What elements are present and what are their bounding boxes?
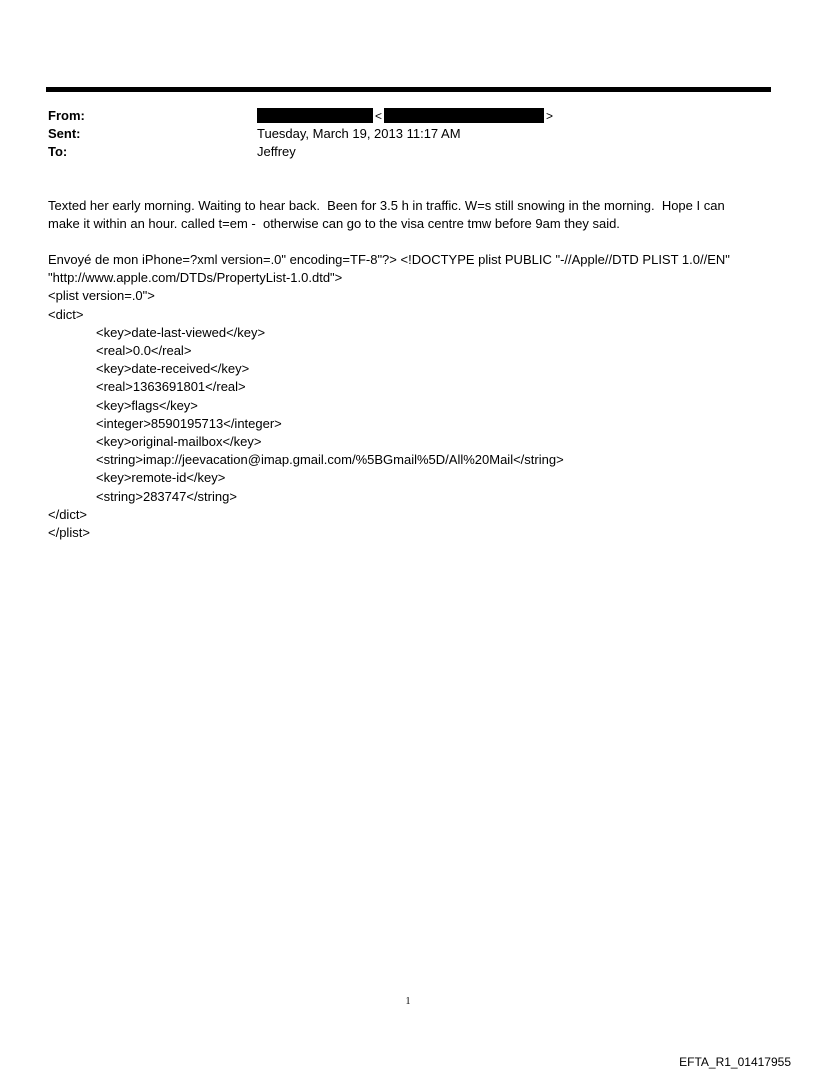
message-line: make it within an hour. called t=em - otherwise can go to the visa centre tmw before 9am they said. (48, 216, 620, 232)
to-label: To: (48, 144, 68, 159)
plist-line: <string>283747</string> (96, 488, 237, 504)
email-open-bracket: < (375, 109, 383, 123)
redaction-block (384, 108, 544, 123)
plist-line: <key>date-received</key> (96, 361, 250, 377)
plist-line: <real>0.0</real> (96, 343, 192, 359)
plist-line: <key>date-last-viewed</key> (96, 324, 266, 340)
plist-line: <real>1363691801</real> (96, 379, 246, 395)
document-id: EFTA_R1_01417955 (679, 1055, 791, 1069)
plist-line: Envoyé de mon iPhone=?xml version=.0" encoding=TF-8"?> <!DOCTYPE plist PUBLIC "-//Apple//DTD PLIST 1.0//EN" (48, 252, 730, 267)
to-value: Jeffrey (257, 144, 296, 159)
message-text (48, 197, 768, 233)
plist-line: <key>original-mailbox</key> (96, 434, 262, 450)
page-number: 1 (405, 996, 411, 1007)
message-line: Texted her early morning. Waiting to hear back. Been for 3.5 h in traffic. W=s still snowing in the morning. Hope I can (48, 198, 725, 213)
redaction-block (257, 108, 373, 123)
from-value (257, 107, 555, 125)
plist-line: <dict> (48, 306, 84, 322)
sent-label: Sent: (48, 126, 81, 141)
email-close-bracket: > (546, 109, 554, 123)
plist-line: </plist> (48, 525, 90, 541)
header-rule (46, 87, 771, 92)
plist-line: <key>flags</key> (96, 397, 198, 413)
plist-block (48, 251, 768, 542)
from-label: From: (48, 108, 85, 123)
plist-line: <key>remote-id</key> (96, 470, 226, 486)
sent-value: Tuesday, March 19, 2013 11:17 AM (257, 126, 461, 141)
plist-line: <plist version=.0"> (48, 288, 155, 304)
plist-line: </dict> (48, 506, 88, 522)
plist-line: <string>imap://jeevacation@imap.gmail.com/%5BGmail%5D/All%20Mail</string> (96, 452, 564, 468)
plist-line: "http://www.apple.com/DTDs/PropertyList-1.0.dtd"> (48, 270, 343, 286)
plist-line: <integer>8590195713</integer> (96, 415, 282, 431)
